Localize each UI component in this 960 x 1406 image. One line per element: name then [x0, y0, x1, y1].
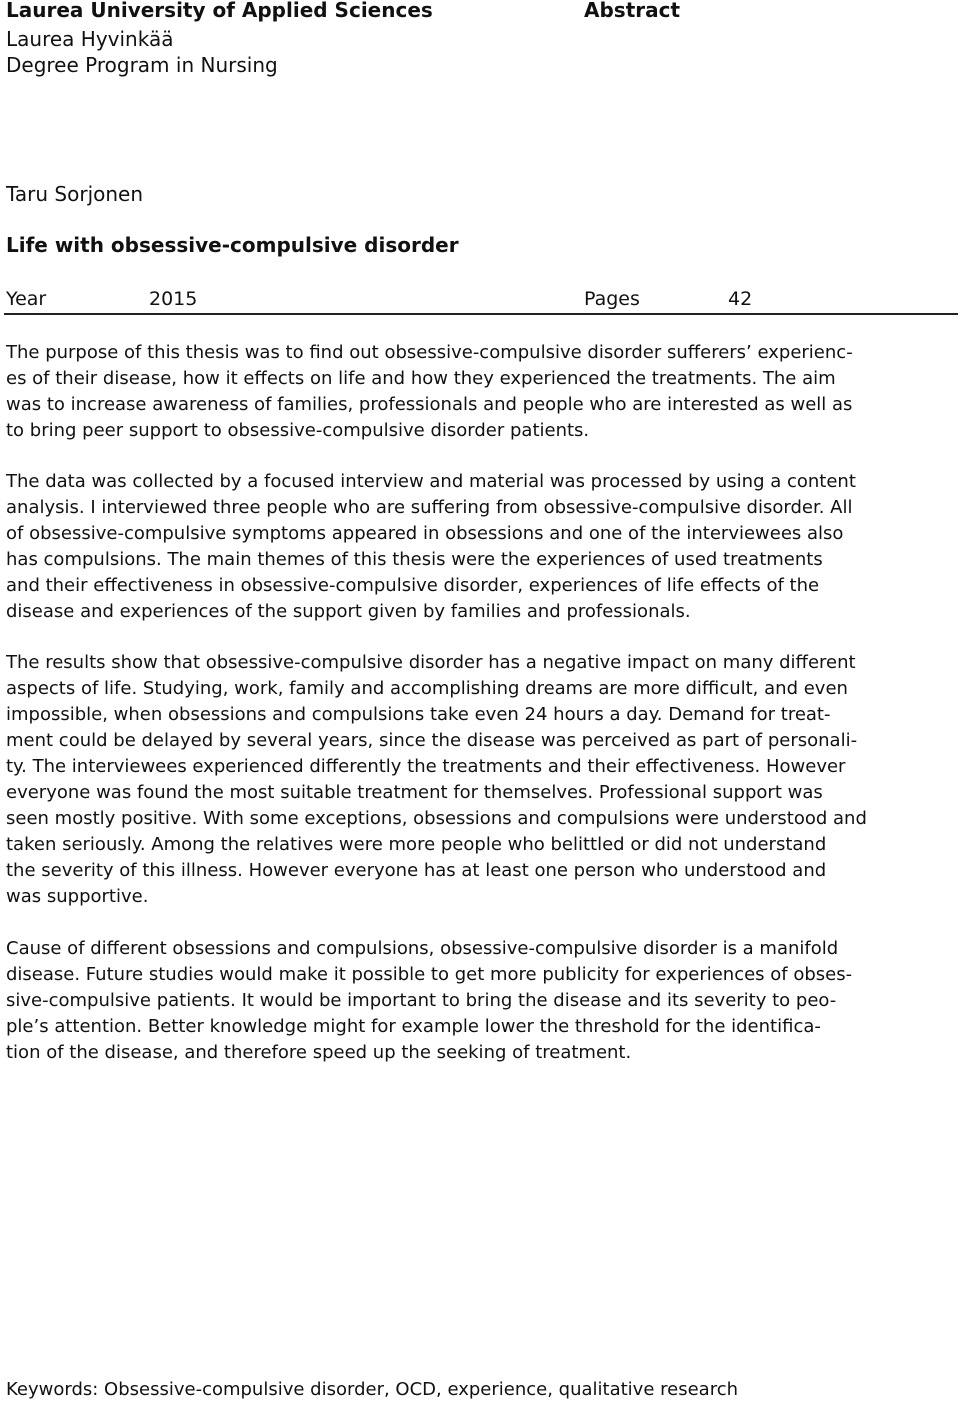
university-name: Laurea University of Applied Sciences: [6, 0, 433, 22]
year-value: 2015: [149, 288, 198, 310]
text-line: Cause of different obsessions and compulsions, obsessive-compulsive disorder is a manifold: [6, 938, 839, 959]
text-line: The results show that obsessive-compulsive disorder has a negative impact on many different: [6, 652, 856, 673]
section-heading: Abstract: [584, 0, 681, 22]
text-line: impossible, when obsessions and compulsions take even 24 hours a day. Demand for treat-: [6, 704, 831, 725]
text-line: was supportive.: [6, 886, 149, 907]
text-line: the severity of this illness. However everyone has at least one person who understood and: [6, 860, 827, 881]
text-line: ment could be delayed by several years, since the disease was perceived as part of personali-: [6, 730, 858, 751]
abstract-paragraph-1: [6, 340, 956, 444]
text-line: ple’s attention. Better knowledge might for example lower the threshold for the identifica-: [6, 1016, 821, 1037]
abstract-paragraph-3: [6, 650, 956, 910]
text-line: disease and experiences of the support given by families and professionals.: [6, 601, 691, 622]
text-line: The data was collected by a focused interview and material was processed by using a content: [6, 471, 856, 492]
text-line: seen mostly positive. With some exceptions, obsessions and compulsions were understood and: [6, 808, 867, 829]
text-line: to bring peer support to obsessive-compulsive disorder patients.: [6, 420, 590, 441]
pages-label: Pages: [584, 288, 640, 310]
text-line: ty. The interviewees experienced differently the treatments and their effectiveness. However: [6, 756, 846, 777]
author-name: Taru Sorjonen: [6, 182, 144, 206]
year-label: Year: [6, 288, 47, 310]
text-line: sive-compulsive patients. It would be important to bring the disease and its severity to peo-: [6, 990, 837, 1011]
pages-value: 42: [728, 288, 753, 310]
text-line: of obsessive-compulsive symptoms appeared in obsessions and one of the interviewees also: [6, 523, 844, 544]
text-line: has compulsions. The main themes of this thesis were the experiences of used treatments: [6, 549, 823, 570]
text-line: tion of the disease, and therefore speed up the seeking of treatment.: [6, 1042, 632, 1063]
abstract-paragraph-2: [6, 469, 956, 625]
text-line: everyone was found the most suitable treatment for themselves. Professional support was: [6, 782, 823, 803]
degree-program: Degree Program in Nursing: [6, 53, 278, 77]
keywords: Keywords: Obsessive-compulsive disorder, OCD, experience, qualitative research: [6, 1379, 738, 1400]
text-line: aspects of life. Studying, work, family and accomplishing dreams are more difficult, and even: [6, 678, 848, 699]
text-line: was to increase awareness of families, professionals and people who are interested as well as: [6, 394, 853, 415]
text-line: es of their disease, how it effects on life and how they experienced the treatments. The aim: [6, 368, 836, 389]
text-line: and their effectiveness in obsessive-compulsive disorder, experiences of life effects of the: [6, 575, 820, 596]
text-line: disease. Future studies would make it possible to get more publicity for experiences of obses-: [6, 964, 853, 985]
thesis-title: Life with obsessive-compulsive disorder: [6, 233, 459, 257]
text-line: analysis. I interviewed three people who are suffering from obsessive-compulsive disorder. All: [6, 497, 853, 518]
abstract-paragraph-4: [6, 936, 956, 1066]
text-line: The purpose of this thesis was to find out obsessive-compulsive disorder sufferers’ experienc-: [6, 342, 853, 363]
header-divider: [4, 313, 958, 315]
campus-name: Laurea Hyvinkää: [6, 27, 174, 51]
text-line: taken seriously. Among the relatives were more people who belittled or did not understand: [6, 834, 827, 855]
